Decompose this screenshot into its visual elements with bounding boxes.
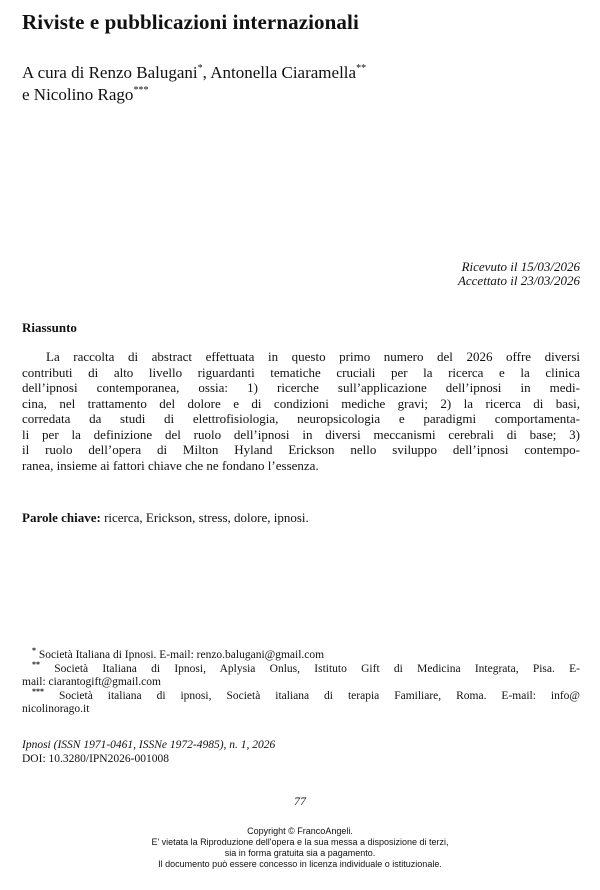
submission-dates: [458, 260, 580, 288]
accepted-date: Accettato il 23/03/2026: [457, 273, 580, 288]
author-footnotes: [22, 646, 581, 717]
abstract-line: La raccolta di abstract effettuata in questo primo numero del 2026 offre diversi: [46, 349, 580, 364]
author-renzo-balugani: Renzo Balugani: [88, 63, 198, 82]
footnote-line: mail: ciarantogift@gmail.com: [22, 676, 161, 688]
journal-citation: Ipnosi (ISSN 1971-0461, ISSNe 1972-4985), n. 1, 2026: [22, 739, 276, 751]
copyright-line: Il documento può essere concesso in licenza individuale o istituzionale.: [158, 859, 442, 869]
journal-info: [22, 739, 275, 766]
abstract-line: cina, nel trattamento del dolore e di condizioni mediche gravi; 2) la ricerca di basi,: [22, 395, 580, 411]
author-line-1: [22, 62, 366, 84]
author-antonella-ciaramella: Antonella Ciaramella: [210, 63, 357, 82]
footnote-line: [22, 646, 580, 663]
abstract-line: ranea, insieme ai fattori chiave che ne fondano l’essenza.: [22, 457, 319, 473]
footnote-mark-3: ***: [133, 85, 149, 96]
footnote-line: nicolinorago.it: [22, 703, 90, 715]
abstract-line: dell’ipnosi contemporanea, ossia: 1) ricerche sull’applicazione dell’ipnosi in medi-: [22, 380, 580, 395]
copyright-notice: [0, 826, 600, 870]
author-separator: ,: [202, 63, 211, 82]
footnote-1-mark: *: [32, 646, 36, 655]
author-nicolino-rago: Nicolino Rago: [33, 85, 134, 104]
article-title: Riviste e pubblicazioni internazionali: [22, 10, 359, 34]
footnote-3-mark: ***: [32, 686, 44, 696]
copyright-line: Copyright © FrancoAngeli.: [247, 826, 353, 836]
footnote-mark-1: *: [197, 63, 203, 74]
abstract-heading: Riassunto: [22, 320, 77, 335]
abstract-line: li per la definizione del ruolo dell’ipnosi in diversi meccanismi cerebrali di base; 3): [22, 426, 580, 442]
doi: DOI: 10.3280/IPN2026-001008: [22, 752, 169, 765]
abstract-line: il ruolo dell’opera di Milton Hyland Erickson nello sviluppo dell’ipnosi contempo-: [22, 442, 580, 457]
abstract-body: [22, 349, 580, 473]
footnote-1: [22, 646, 580, 663]
keywords-label: Parole chiave:: [22, 510, 101, 525]
author-line-2: [22, 84, 366, 106]
author-list: [22, 62, 366, 106]
footnote-line: [22, 659, 581, 677]
keywords: [22, 510, 309, 526]
footnote-line: [22, 686, 580, 704]
copyright-line: E' vietata la Riproduzione dell'opera e la sua messa a disposizione di terzi,: [151, 837, 449, 847]
footnote-mark-2: **: [356, 63, 367, 74]
footnote-2: [22, 659, 581, 690]
footnote-3-text: Società italiana di ipnosi, Società italiana di terapia Familiare, Roma. E-mail: info@: [58, 689, 580, 702]
footnote-2-text: Società Italiana di Ipnosi, Aplysia Onlus, Istituto Gift di Medicina Integrata, Pisa. E-: [54, 662, 581, 675]
abstract-line: contributi di alto livello riguardanti tematiche cruciali per la ricerca e la clinica: [22, 364, 580, 380]
author-prefix: A cura di: [22, 63, 89, 82]
abstract-line: corredata da studi di elettrofisiologia, neuropsicologia e paradigmi comportamenta-: [22, 411, 580, 426]
footnote-2-mark: **: [32, 659, 40, 669]
received-date: Ricevuto il 15/03/2026: [461, 259, 580, 274]
page-number: 77: [294, 794, 306, 808]
copyright-line: sia in forma gratuita sia a pagamento.: [224, 848, 376, 858]
keywords-list: ricerca, Erickson, stress, dolore, ipnosi.: [100, 510, 309, 525]
footnote-3: [22, 686, 580, 717]
footnote-1-text: Società Italiana di Ipnosi. E-mail: renzo.balugani@gmail.com: [38, 649, 325, 661]
author-conjunction: e: [22, 85, 34, 104]
